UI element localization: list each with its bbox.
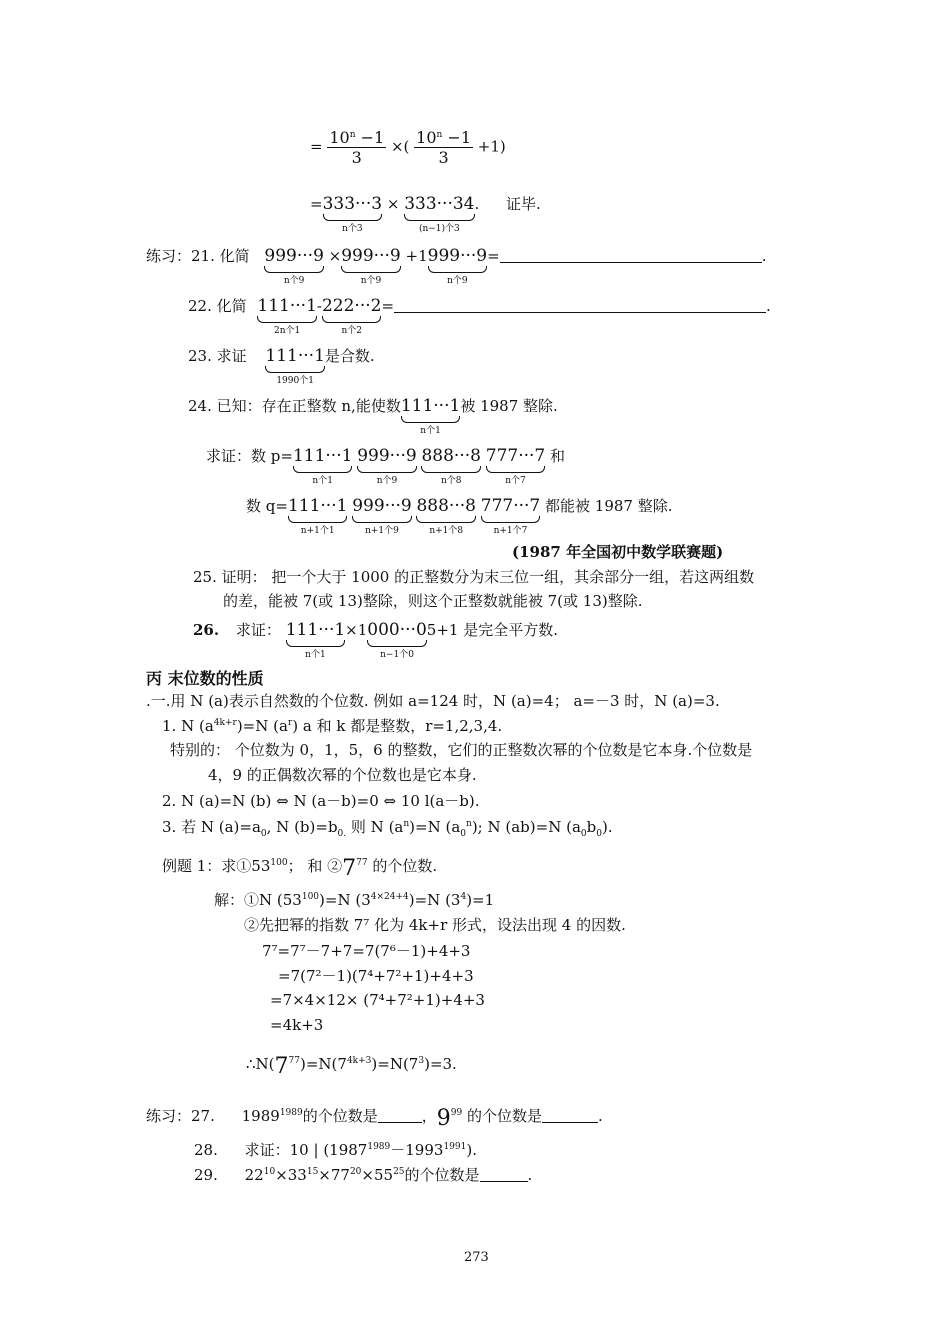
fraction: $\frac{10^n -1}{3}$ xyxy=(329,128,385,168)
solution-line-5: =7×4×12× (7⁴+7²+1)+4+3 xyxy=(270,991,485,1009)
exercise-24-q: 数 q=111···1 n+1个1 999···9 n+1个9 888···8 n+1个8 777···7 n+1个7 都能被 1987 整除. xyxy=(246,496,673,536)
answer-blank[interactable] xyxy=(394,298,766,313)
answer-blank[interactable] xyxy=(542,1108,598,1123)
special-line-1: 特别的： 个位数为 0，1，5，6 的整数，它们的正整数次幂的个位数是它本身.个位数是 xyxy=(170,741,753,759)
solution-line-6: =4k+3 xyxy=(270,1016,324,1034)
answer-blank[interactable] xyxy=(500,248,762,263)
exercise-26: 26. 求证： 111···1 n个1 ×1000···0 n−1个0 5+1 是完全平方数. xyxy=(193,620,558,660)
exercise-28: 28. 求证：10 | $(1987^{1989}-1993^{1991})$. xyxy=(194,1141,477,1159)
exercise-22: 22. 化简 111···1 2n个1 -222···2 n个2 = . xyxy=(188,296,771,336)
exercise-23: 23. 求证 111···1 1990个1 是合数. xyxy=(188,346,375,386)
exercise-21: 练习：21. 化简 999···9 n个9 ×999···9 n个9 +1999···9 n个9 = . xyxy=(146,246,767,286)
example-1: 例题 1：求$①53^{100}$； 和 $②7^{77}$ 的个位数. xyxy=(162,856,438,881)
solution-line-3: 7⁷=7⁷－7+7=7(7⁶－1)+4+3 xyxy=(262,942,471,960)
proof-line-2: =333···3 n个3 × 333···34 (n−1)个3 . 证毕. xyxy=(310,194,541,234)
exercise-27: 练习：27. $1989^{1989}$的个位数是 ，$9^{99}$ 的个位数是 . xyxy=(146,1106,603,1131)
answer-blank[interactable] xyxy=(378,1108,422,1123)
solution-line-4: =7(7²－1)(7⁴+7²+1)+4+3 xyxy=(278,967,474,985)
proof-line-1: = $\frac{10^n -1}{3}$ ×( $\frac{10^n -1}{3}$ +1) xyxy=(310,128,506,168)
property-1: 1. N $(a^{4k+r})=N$ $(a^r)$ a 和 k 都是整数，r=1,2,3,4. xyxy=(162,717,503,735)
intro-line: .一.用 N (a)表示自然数的个位数. 例如 a=124 时，N (a)=4； a=－3 时，N (a)=3. xyxy=(146,692,720,710)
solution-line-1: 解：①N $(53^{100})=N$ $(3^{4\times 24+4})=N$ $(3^4)=1$ xyxy=(214,891,495,909)
answer-blank[interactable] xyxy=(480,1167,528,1182)
exercise-24-source: (1987 年全国初中数学联赛题) xyxy=(512,543,724,561)
fraction: $\frac{10^n -1}{3}$ xyxy=(416,128,471,168)
exercise-24: 24. 已知：存在正整数 n,能使数111···1 n个1 被 1987 整除. xyxy=(188,396,558,436)
property-2: 2. N (a)=N (b) ⇔ N (a－b)=0 ⇔ 10 l(a－b). xyxy=(162,792,480,810)
exercise-24-p: 求证：数 p=111···1 n个1 999···9 n个9 888···8 n个8 777···7 n个7 和 xyxy=(206,446,566,486)
section-heading: 丙 末位数的性质 xyxy=(146,669,264,688)
solution-line-2: ②先把幂的指数 7⁷ 化为 4k+r 形式，设法出现 4 的因数. xyxy=(244,916,626,934)
page-number: 273 xyxy=(464,1250,489,1265)
property-3: 3. 若 N $(a)=a_0$, N $(b)=b_{0.}$ 则 N $(a^n)=N$ $(a_0^n)$; N (ab)=N $(a_0b_0)$. xyxy=(162,818,613,839)
exercise-25-line-2: 的差，能被 7(或 13)整除，则这个正整数就能被 7(或 13)整除. xyxy=(223,592,643,610)
exercise-25-line-1: 25. 证明： 把一个大于 1000 的正整数分为末三位一组，其余部分一组，若这两组数 xyxy=(193,568,755,586)
exercise-29: 29. $22^{10}\times 33^{15}\times 77^{20}\times 55^{25}$的个位数是 . xyxy=(194,1166,533,1184)
solution-line-7: $\therefore N(7^{77})=N(7^{4k+3})=N(7^3)=3$. xyxy=(246,1054,457,1079)
special-line-2: 4，9 的正偶数次幂的个位数也是它本身. xyxy=(208,766,477,784)
